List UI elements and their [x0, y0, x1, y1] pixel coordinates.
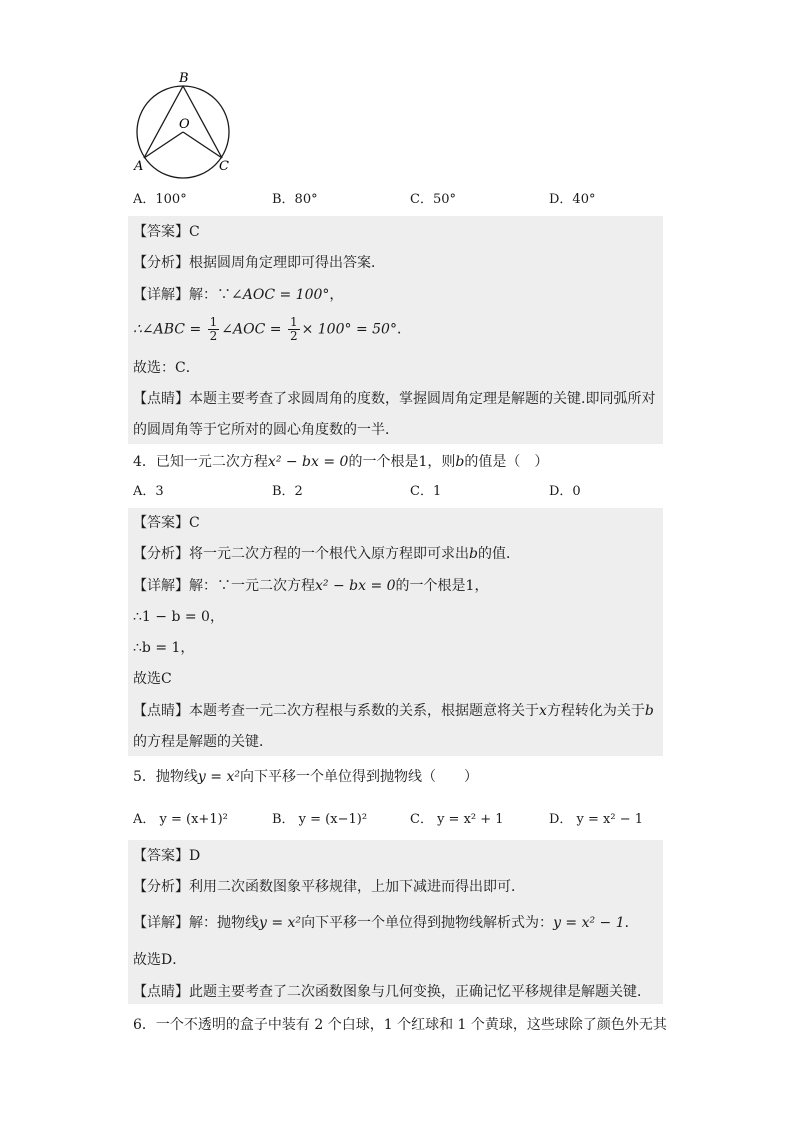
q5-analysis: 【分析】利用二次函数图象平移规律，上加下减进而得出即可． [133, 879, 525, 895]
q4-detail-suffix: 的一个根是1， [395, 578, 489, 594]
q4-comment-1 [133, 701, 654, 721]
q6-stem: 6．一个不透明的盒子中装有 2 个白球，1 个红球和 1 个黄球，这些球除了颜色外无其 [133, 1017, 667, 1033]
q5-choice-c: C． y = x² + 1 [410, 812, 504, 827]
q5-stem-eq: y = x² [197, 769, 240, 785]
q3-detail [133, 285, 343, 305]
q4-choice-c: C．1 [410, 484, 442, 499]
q5-detail-prefix: 【详解】解：抛物线 [133, 915, 259, 931]
q3-frac2-den: 2 [289, 329, 298, 343]
q3-analysis: 【分析】根据圆周角定理即可得出答案． [133, 255, 385, 271]
q4-stem-eq: x² − bx = 0 [267, 454, 349, 470]
q5-comment: 【点睛】此题主要考查了二次函数图象与几何变换，正确记忆平移规律是解题关键． [133, 984, 651, 1000]
q5-choice-b: B． y = (x−1)² [272, 812, 368, 827]
q5-stem [133, 767, 478, 787]
q4-detail-prefix: 【详解】解：∵一元二次方程 [133, 578, 315, 594]
q4-comment1-mid: 方程转化为关于 [546, 703, 645, 719]
q3-frac2-num: 1 [289, 315, 298, 329]
q4-stem-b: b [455, 454, 465, 470]
q3-choice-d: D．40° [549, 192, 596, 207]
q5-choose: 故选D． [133, 952, 187, 968]
q3-detail-prefix: 【详解】解：∵ [133, 287, 231, 303]
q4-stem-prefix: 4．已知一元二次方程 [133, 454, 268, 470]
q5-detail-end: ． [624, 915, 639, 931]
q4-detail-eq: x² − bx = 0 [315, 578, 396, 594]
circle-angle-figure [130, 70, 240, 180]
q5-detail-result: y = x² − 1 [553, 915, 625, 931]
q3-therefore-mid2: × 100° = 50° [301, 321, 397, 338]
q4-comment1-b: b [644, 703, 654, 719]
q3-choice-a: A．100° [133, 192, 187, 207]
q4-step-1: ∴1 − b = 0， [133, 609, 224, 625]
q5-stem-prefix: 5．抛物线 [133, 769, 198, 785]
q4-comment-2: 的方程是解题的关键． [133, 734, 273, 750]
q3-choose: 故选：C． [133, 360, 200, 376]
q3-frac1-den: 2 [209, 329, 218, 343]
q3-therefore [133, 316, 411, 343]
q3-frac1-num: 1 [209, 315, 218, 329]
q3-detail-math: ∠AOC = 100° [231, 287, 330, 303]
q3-answer: 【答案】C [133, 224, 200, 240]
q3-comment-1: 【点睛】本题主要考查了求圆周角的度数，掌握圆周角定理是解题的关键.即同弧所对 [133, 391, 656, 407]
q5-detail [133, 913, 639, 933]
q4-detail [133, 576, 488, 596]
label-C: C [219, 159, 229, 174]
q4-comment1-prefix: 【点睛】本题考查一元二次方程根与系数的关系，根据题意将关于 [133, 703, 539, 719]
q4-step-2: ∴b = 1， [133, 640, 195, 656]
q5-choice-a: A． y = (x+1)² [133, 812, 228, 827]
q4-analysis-suffix: 的值． [477, 546, 520, 562]
segment-OC [183, 132, 222, 158]
segment-BA [144, 86, 183, 158]
q4-comment1-x: x [539, 703, 547, 719]
q3-fraction-half-2 [288, 316, 300, 343]
q3-therefore-prefix: ∴∠ABC = [133, 321, 206, 338]
q5-detail-eq: y = x² [259, 915, 302, 931]
q3-choice-c: C．50° [410, 192, 456, 207]
q4-stem-suffix: 的值是（ ） [464, 454, 549, 470]
q4-analysis [133, 544, 520, 564]
q4-stem [133, 452, 548, 472]
q4-stem-mid: 的一个根是1，则 [348, 454, 456, 470]
q4-choose: 故选C [133, 671, 172, 687]
q4-analysis-prefix: 【分析】将一元二次方程的一个根代入原方程即可求出 [133, 546, 469, 562]
q4-choice-a: A．3 [133, 484, 164, 499]
label-A: A [134, 159, 144, 174]
q5-answer: 【答案】D [133, 848, 201, 864]
segment-OA [144, 132, 183, 158]
label-O: O [179, 117, 190, 132]
q3-fraction-half-1 [208, 316, 220, 343]
q4-analysis-b: b [469, 546, 478, 562]
q4-choice-b: B．2 [272, 484, 303, 499]
q5-detail-mid: 向下平移一个单位得到抛物线解析式为： [301, 915, 554, 931]
q4-answer: 【答案】C [133, 515, 200, 531]
q3-therefore-end: ． [396, 321, 411, 338]
q5-choice-d: D． y = x² − 1 [549, 812, 644, 827]
q3-comment-2: 的圆周角等于它所对的圆心角度数的一半． [133, 422, 399, 438]
q3-choice-b: B．80° [272, 192, 318, 207]
q5-stem-suffix: 向下平移一个单位得到抛物线（ ） [239, 769, 478, 785]
q3-detail-suffix: ， [329, 287, 344, 303]
q3-therefore-mid1: ∠AOC = [221, 321, 286, 338]
label-B: B [179, 71, 189, 86]
q4-choice-d: D．0 [549, 484, 581, 499]
